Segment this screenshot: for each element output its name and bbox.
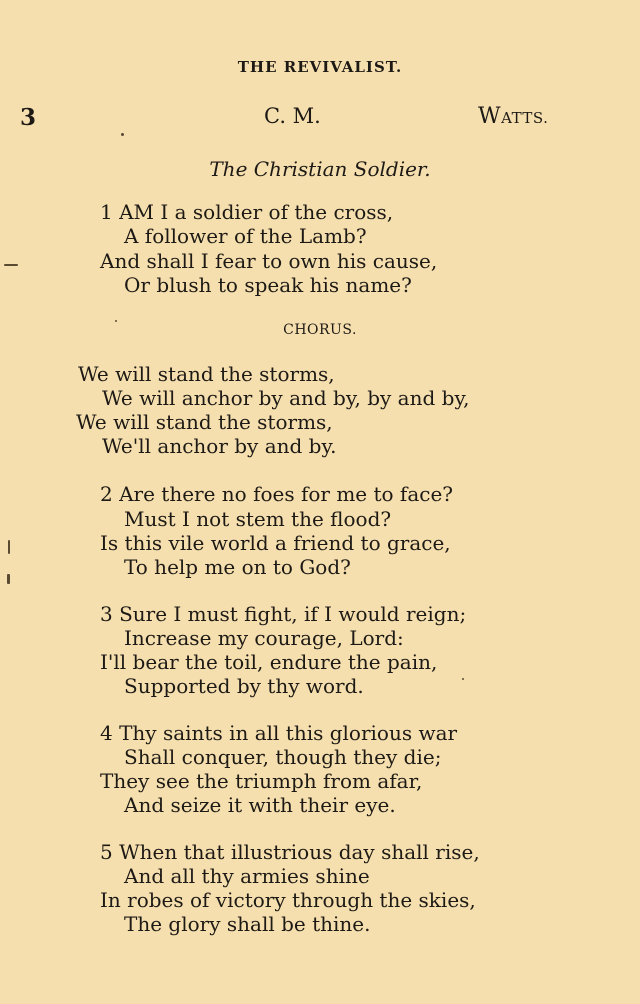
stanza-1-line-4: Or blush to speak his name? (124, 273, 412, 297)
stanza-2-line-4: To help me on to God? (124, 555, 351, 579)
stanza-4-line-4: And seize it with their eye. (124, 793, 396, 817)
stanza-1-line-2: A follower of the Lamb? (124, 224, 367, 248)
stanza-2-line-3: Is this vile world a friend to grace, (100, 531, 451, 555)
hymn-title: The Christian Soldier. (209, 157, 431, 181)
print-speck (121, 133, 124, 136)
author-rest: ATTS. (501, 109, 549, 127)
stanza-4-line-3: They see the triumph from afar, (100, 769, 423, 793)
author-initial: W (478, 104, 502, 129)
stanza-4-line-2: Shall conquer, though they die; (124, 745, 442, 769)
stanza-3-line-2: Increase my courage, Lord: (124, 626, 404, 650)
stanza-3-line-4: Supported by thy word. (124, 674, 364, 698)
print-speck (115, 320, 117, 322)
chorus-line-1: We will stand the storms, (78, 362, 335, 386)
chorus-line-2: We will anchor by and by, by and by, (102, 386, 470, 410)
stanza-5-line-1: 5 When that illustrious day shall rise, (100, 840, 480, 864)
chorus-heading: CHORUS. (283, 322, 357, 338)
stanza-5-line-3: In robes of victory through the skies, (100, 888, 476, 912)
stanza-2-line-2: Must I not stem the flood? (124, 507, 392, 531)
stanza-1-line-1: 1 AM I a soldier of the cross, (100, 200, 394, 224)
print-speck (462, 678, 464, 680)
hymn-number: 3 (20, 104, 37, 131)
stanza-4-line-1: 4 Thy saints in all this glorious war (100, 721, 458, 745)
chorus-line-4: We'll anchor by and by. (102, 434, 337, 458)
stanza-5-line-4: The glory shall be thine. (124, 912, 371, 936)
stanza-1-line-3: And shall I fear to own his cause, (100, 249, 438, 273)
print-speck (7, 574, 10, 584)
print-speck (4, 264, 18, 266)
print-speck (8, 540, 10, 554)
stanza-5-line-2: And all thy armies shine (124, 864, 370, 888)
stanza-3-line-1: 3 Sure I must fight, if I would reign; (100, 602, 467, 626)
chorus-line-3: We will stand the storms, (76, 410, 333, 434)
hymn-meter: C. M. (264, 104, 321, 128)
running-head: THE REVIVALIST. (237, 58, 403, 76)
stanza-2-line-1: 2 Are there no foes for me to face? (100, 482, 454, 506)
hymn-author (478, 104, 548, 129)
stanza-3-line-3: I'll bear the toil, endure the pain, (100, 650, 438, 674)
